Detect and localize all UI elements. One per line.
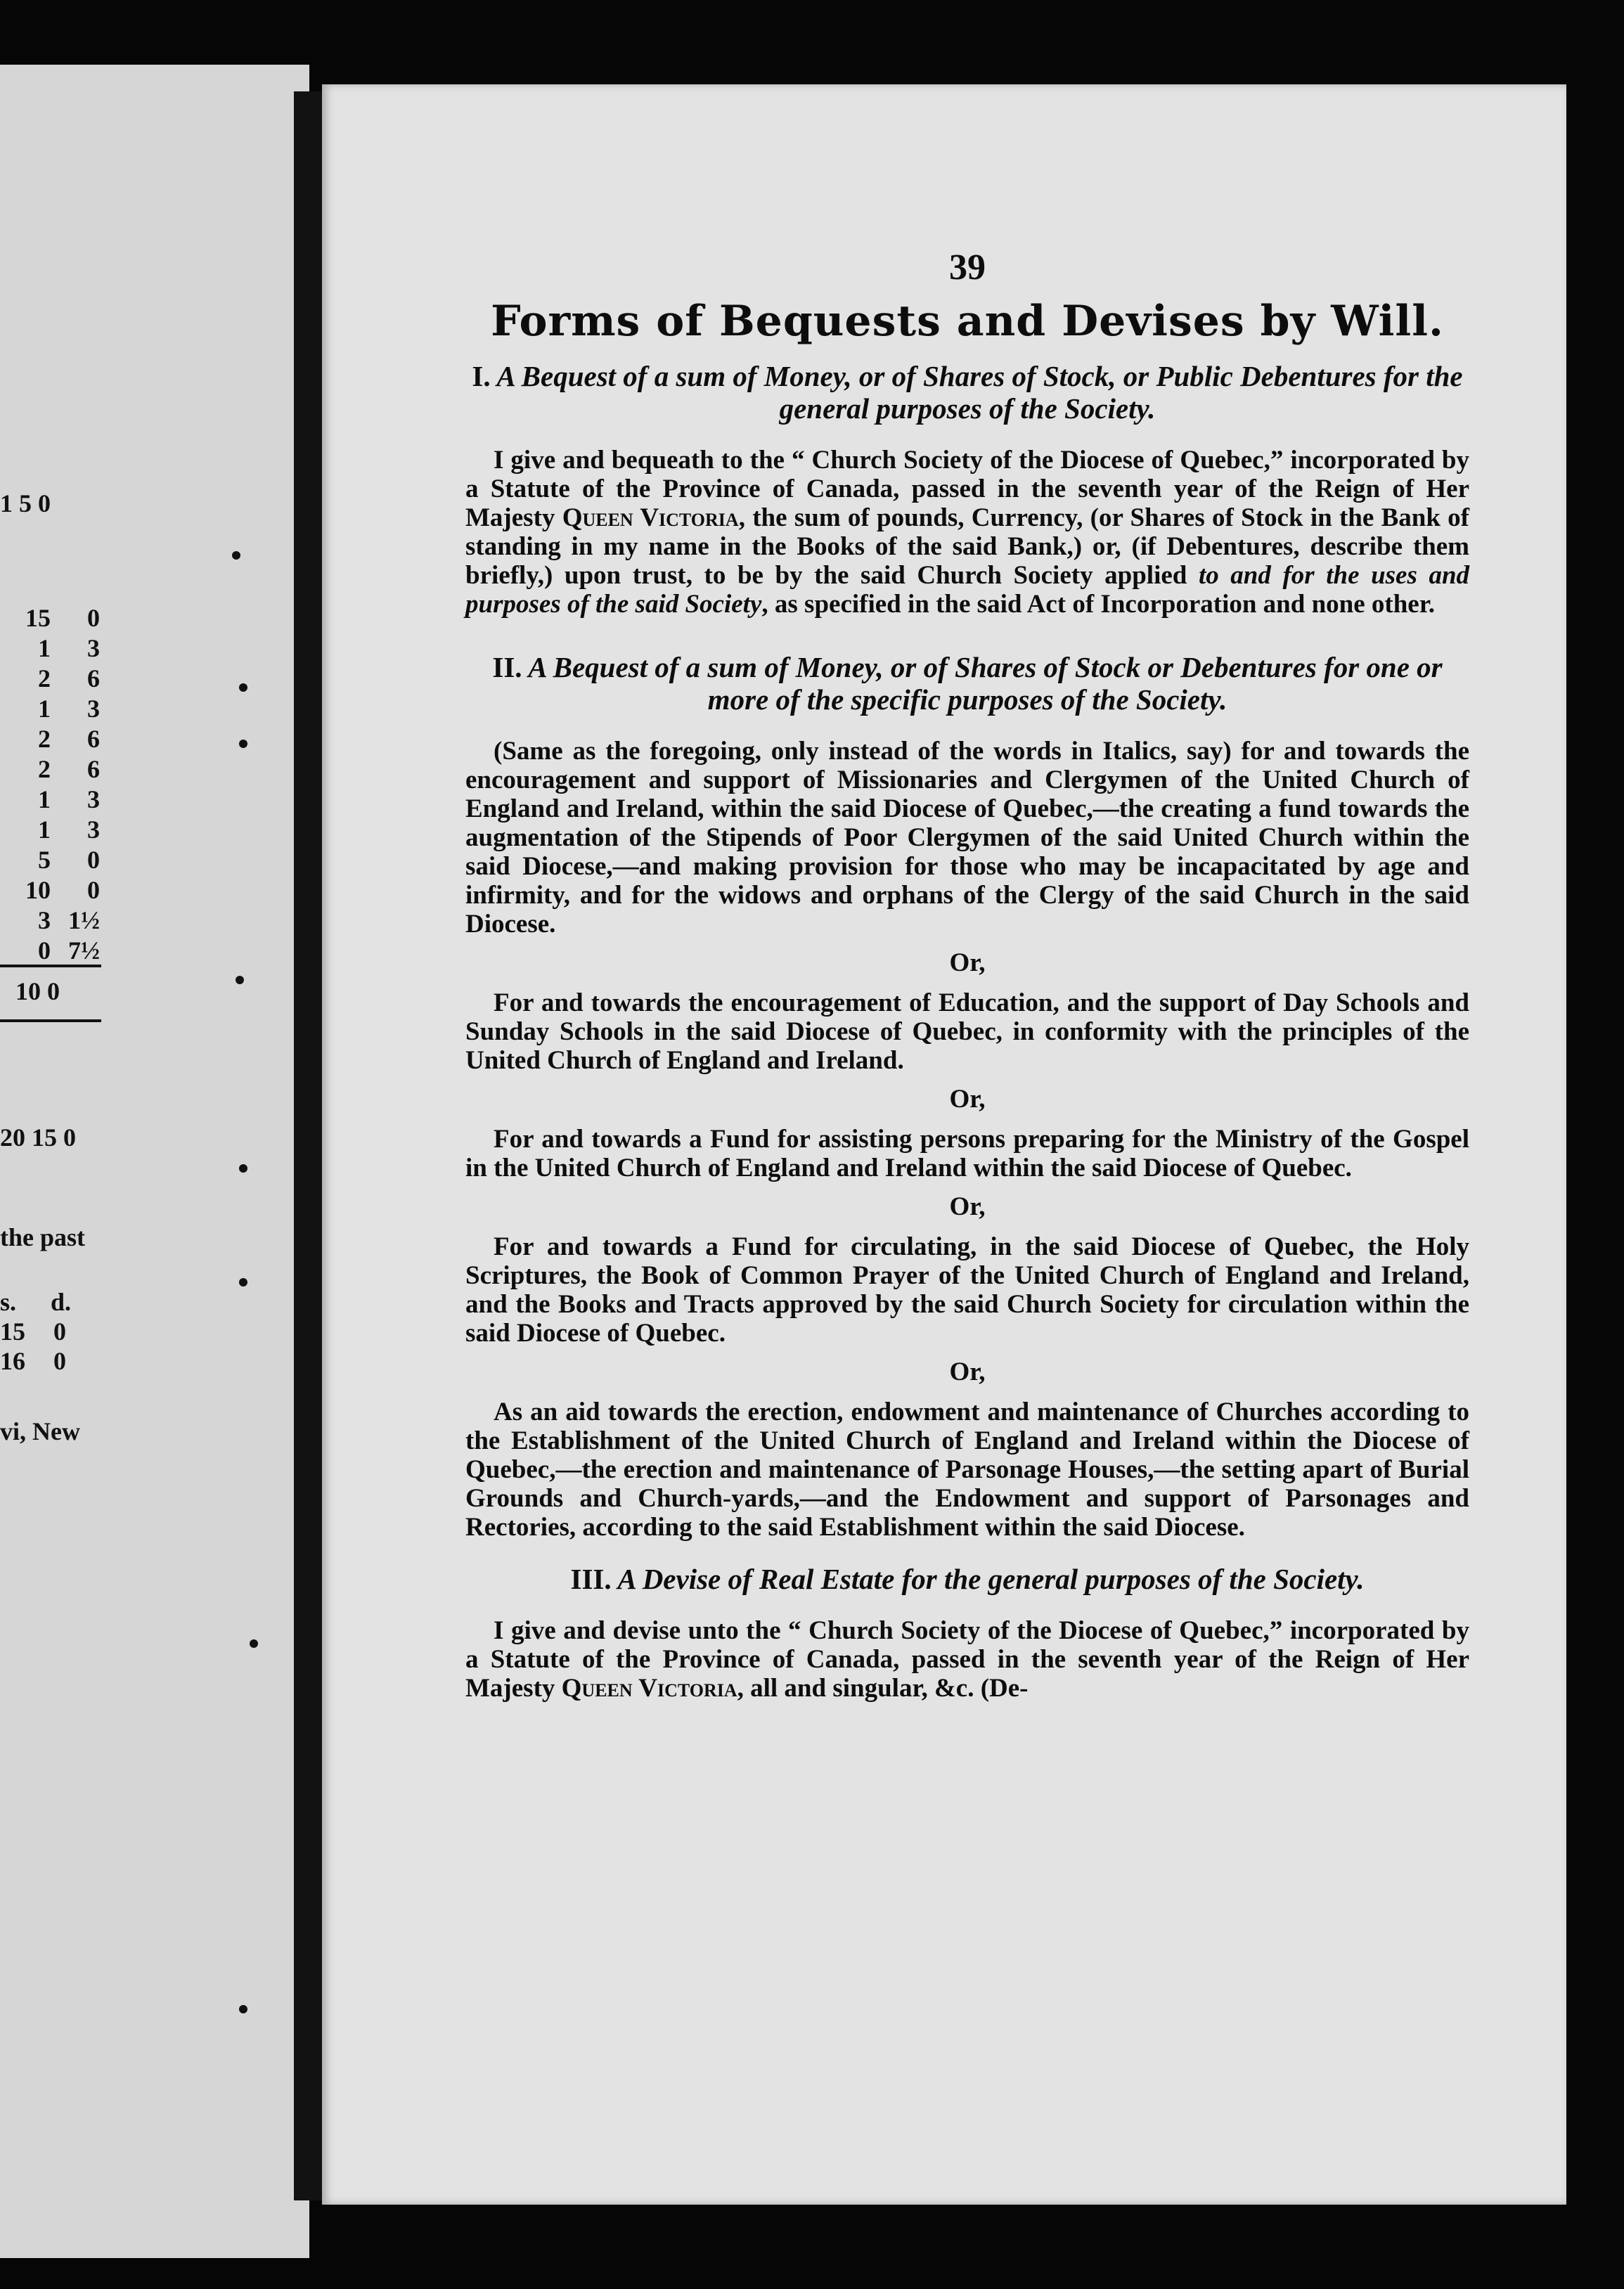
left-col-a-value: 2 [38, 755, 51, 783]
left-total-rule [0, 965, 101, 967]
left-sd-header-d: d. [51, 1288, 72, 1316]
binding-dot [239, 1164, 247, 1173]
section-3-heading [465, 1563, 1469, 1595]
left-fragment-4: the past [0, 1223, 86, 1251]
or-separator: Or, [949, 1085, 986, 1114]
binding-dot [250, 1639, 258, 1648]
section-1-heading-text: A Bequest of a sum of Money, or of Shares of Stock, or Public Debentures for the general purposes of the Society. [496, 360, 1463, 425]
left-col-a-value: 1 [38, 785, 51, 813]
left-col-a-value: 15 [25, 604, 51, 632]
left-col-b-value: 0 [87, 876, 100, 904]
book-gutter [294, 91, 322, 2200]
left-col-b-value: 1½ [68, 906, 100, 934]
section-3-body-part-a: I give and devise unto the “ Church Society of the Diocese of Quebec,” incorporated by a Statute of the Province of Canada, passed in the seventh year of the Reign of Her Majesty [465, 1616, 1469, 1703]
binding-dot [236, 976, 244, 984]
section-1-body-italic: to and for the uses and purposes of the said Society [465, 561, 1470, 619]
or-separator: Or, [949, 1192, 986, 1221]
left-col-a-value: 10 [25, 876, 51, 904]
left-col-a-value: 5 [38, 846, 51, 874]
left-col-a-value: 2 [38, 664, 51, 692]
left-col-a-value: 1 [38, 815, 51, 844]
left-fragment-2: 10 0 [15, 977, 60, 1005]
queen-victoria-smallcaps: Queen Victoria [562, 503, 739, 532]
binding-dot [239, 683, 247, 692]
section-1-number: I. [472, 360, 491, 392]
section-2-paragraph: For and towards a Fund for circulating, in the said Diocese of Quebec, the Holy Scriptures, the Book of Common Prayer of the United Church of England and Ireland, and the Books and Tracts approved by the said Church Society for circulation within the said Diocese of Quebec. [465, 1232, 1469, 1348]
section-2-paragraph: (Same as the foregoing, only instead of the words in Italics, say) for and towards the encouragement and support of Missionaries and Clergymen of the United Church of England and Ireland, within the said Diocese of Quebec,—the creating a fund towards the augmentation of the Stipends of Poor Clergymen of the said United Church within the said Diocese,—and making provision for those who may be incapacitated by age and infirmity, and for the widows and orphans of the Clergy of the said Church in the said Diocese. [465, 737, 1469, 939]
page-content [465, 247, 1470, 1703]
left-fragment-5: vi, New [0, 1417, 80, 1445]
section-1-body-part-a: I give and bequeath to the “ Church Society of the Diocese of Quebec,” incorporated by a Statute of the Province of Canada, passed in the seventh year of the Reign of Her Majesty [465, 446, 1469, 532]
section-1-body-part-c: , as specified in the said Act of Incorporation and none other. [761, 590, 1436, 619]
page-title: Forms of Bequests and Devises by Will. [491, 297, 1444, 346]
section-2-paragraph: As an aid towards the erection, endowment and maintenance of Churches according to the Establishment of the United Church of England and Ireland within the Diocese of Quebec,—the erection and maintenance of Parsonage Houses,—the setting apart of Burial Grounds and Church-yards,—and the Endowment and support of Parsonages and Rectories, according to the said Establishment within the said Diocese. [465, 1398, 1469, 1542]
left-col-a-value: 1 [38, 695, 51, 723]
left-col-b-value: 3 [87, 634, 100, 662]
page-number: 39 [949, 247, 986, 288]
left-column-a [0, 603, 51, 966]
section-2-paragraph: For and towards a Fund for assisting persons preparing for the Ministry of the Gospel in the United Church of England and Ireland within the said Diocese of Quebec. [465, 1125, 1469, 1182]
left-sd-row: 16 [0, 1347, 25, 1375]
section-1-body-part-b: , the sum of pounds, Currency, (or Shares of Stock in the Bank of standing in my name in the Books of the said Bank,) or, (if Debentures, describe them briefly,) upon trust, to be by the said Church Society applied [465, 503, 1470, 590]
left-sd-header-s: s. [0, 1288, 17, 1316]
left-col-a-value: 0 [38, 936, 51, 965]
left-col-b-value: 7½ [68, 936, 100, 965]
section-3-heading-text: A Devise of Real Estate for the general purposes of the Society. [617, 1563, 1365, 1595]
left-col-b-value: 3 [87, 815, 100, 844]
left-col-a-value: 3 [38, 906, 51, 934]
or-separator: Or, [949, 1358, 986, 1386]
section-2-paragraph: For and towards the encouragement of Education, and the support of Day Schools and Sunday Schools in the said Diocese of Quebec, in conformity with the principles of the United Church of England and Ireland. [465, 988, 1469, 1075]
left-fragment-3: 20 15 0 [0, 1123, 76, 1152]
left-col-b-value: 6 [87, 664, 100, 692]
binding-dot [239, 1278, 247, 1287]
section-2-number: II. [492, 651, 522, 683]
binding-dot [239, 740, 247, 748]
or-separator: Or, [949, 948, 986, 977]
left-col-b-value: 3 [87, 695, 100, 723]
section-2-heading-text: A Bequest of a sum of Money, or of Shares of Stock or Debentures for one or more of the specific purposes of the Society. [528, 651, 1443, 716]
left-col-b-value: 6 [87, 755, 100, 783]
left-facing-page [0, 65, 309, 2258]
left-sd-row: 15 [0, 1317, 25, 1346]
left-column-b [65, 603, 100, 966]
binding-dot [239, 2005, 247, 2013]
left-sd-row: 0 [53, 1317, 66, 1346]
left-col-b-value: 6 [87, 725, 100, 753]
queen-victoria-smallcaps: Queen Victoria [561, 1674, 737, 1703]
left-sd-row: 0 [53, 1347, 66, 1375]
left-col-a-value: 1 [38, 634, 51, 662]
binding-dot [232, 551, 240, 560]
section-3-body-part-b: , all and singular, &c. (De- [737, 1674, 1029, 1703]
section-1-heading [465, 360, 1469, 425]
left-col-b-value: 0 [87, 846, 100, 874]
left-col-b-value: 0 [87, 604, 100, 632]
section-1-body [465, 446, 1469, 619]
left-total-rule-2 [0, 1019, 101, 1022]
section-3-body [465, 1616, 1469, 1703]
left-fragment-1: 1 5 0 [0, 489, 51, 517]
section-2-heading [465, 651, 1469, 716]
left-col-b-value: 3 [87, 785, 100, 813]
left-col-a-value: 2 [38, 725, 51, 753]
section-3-number: III. [570, 1563, 612, 1595]
